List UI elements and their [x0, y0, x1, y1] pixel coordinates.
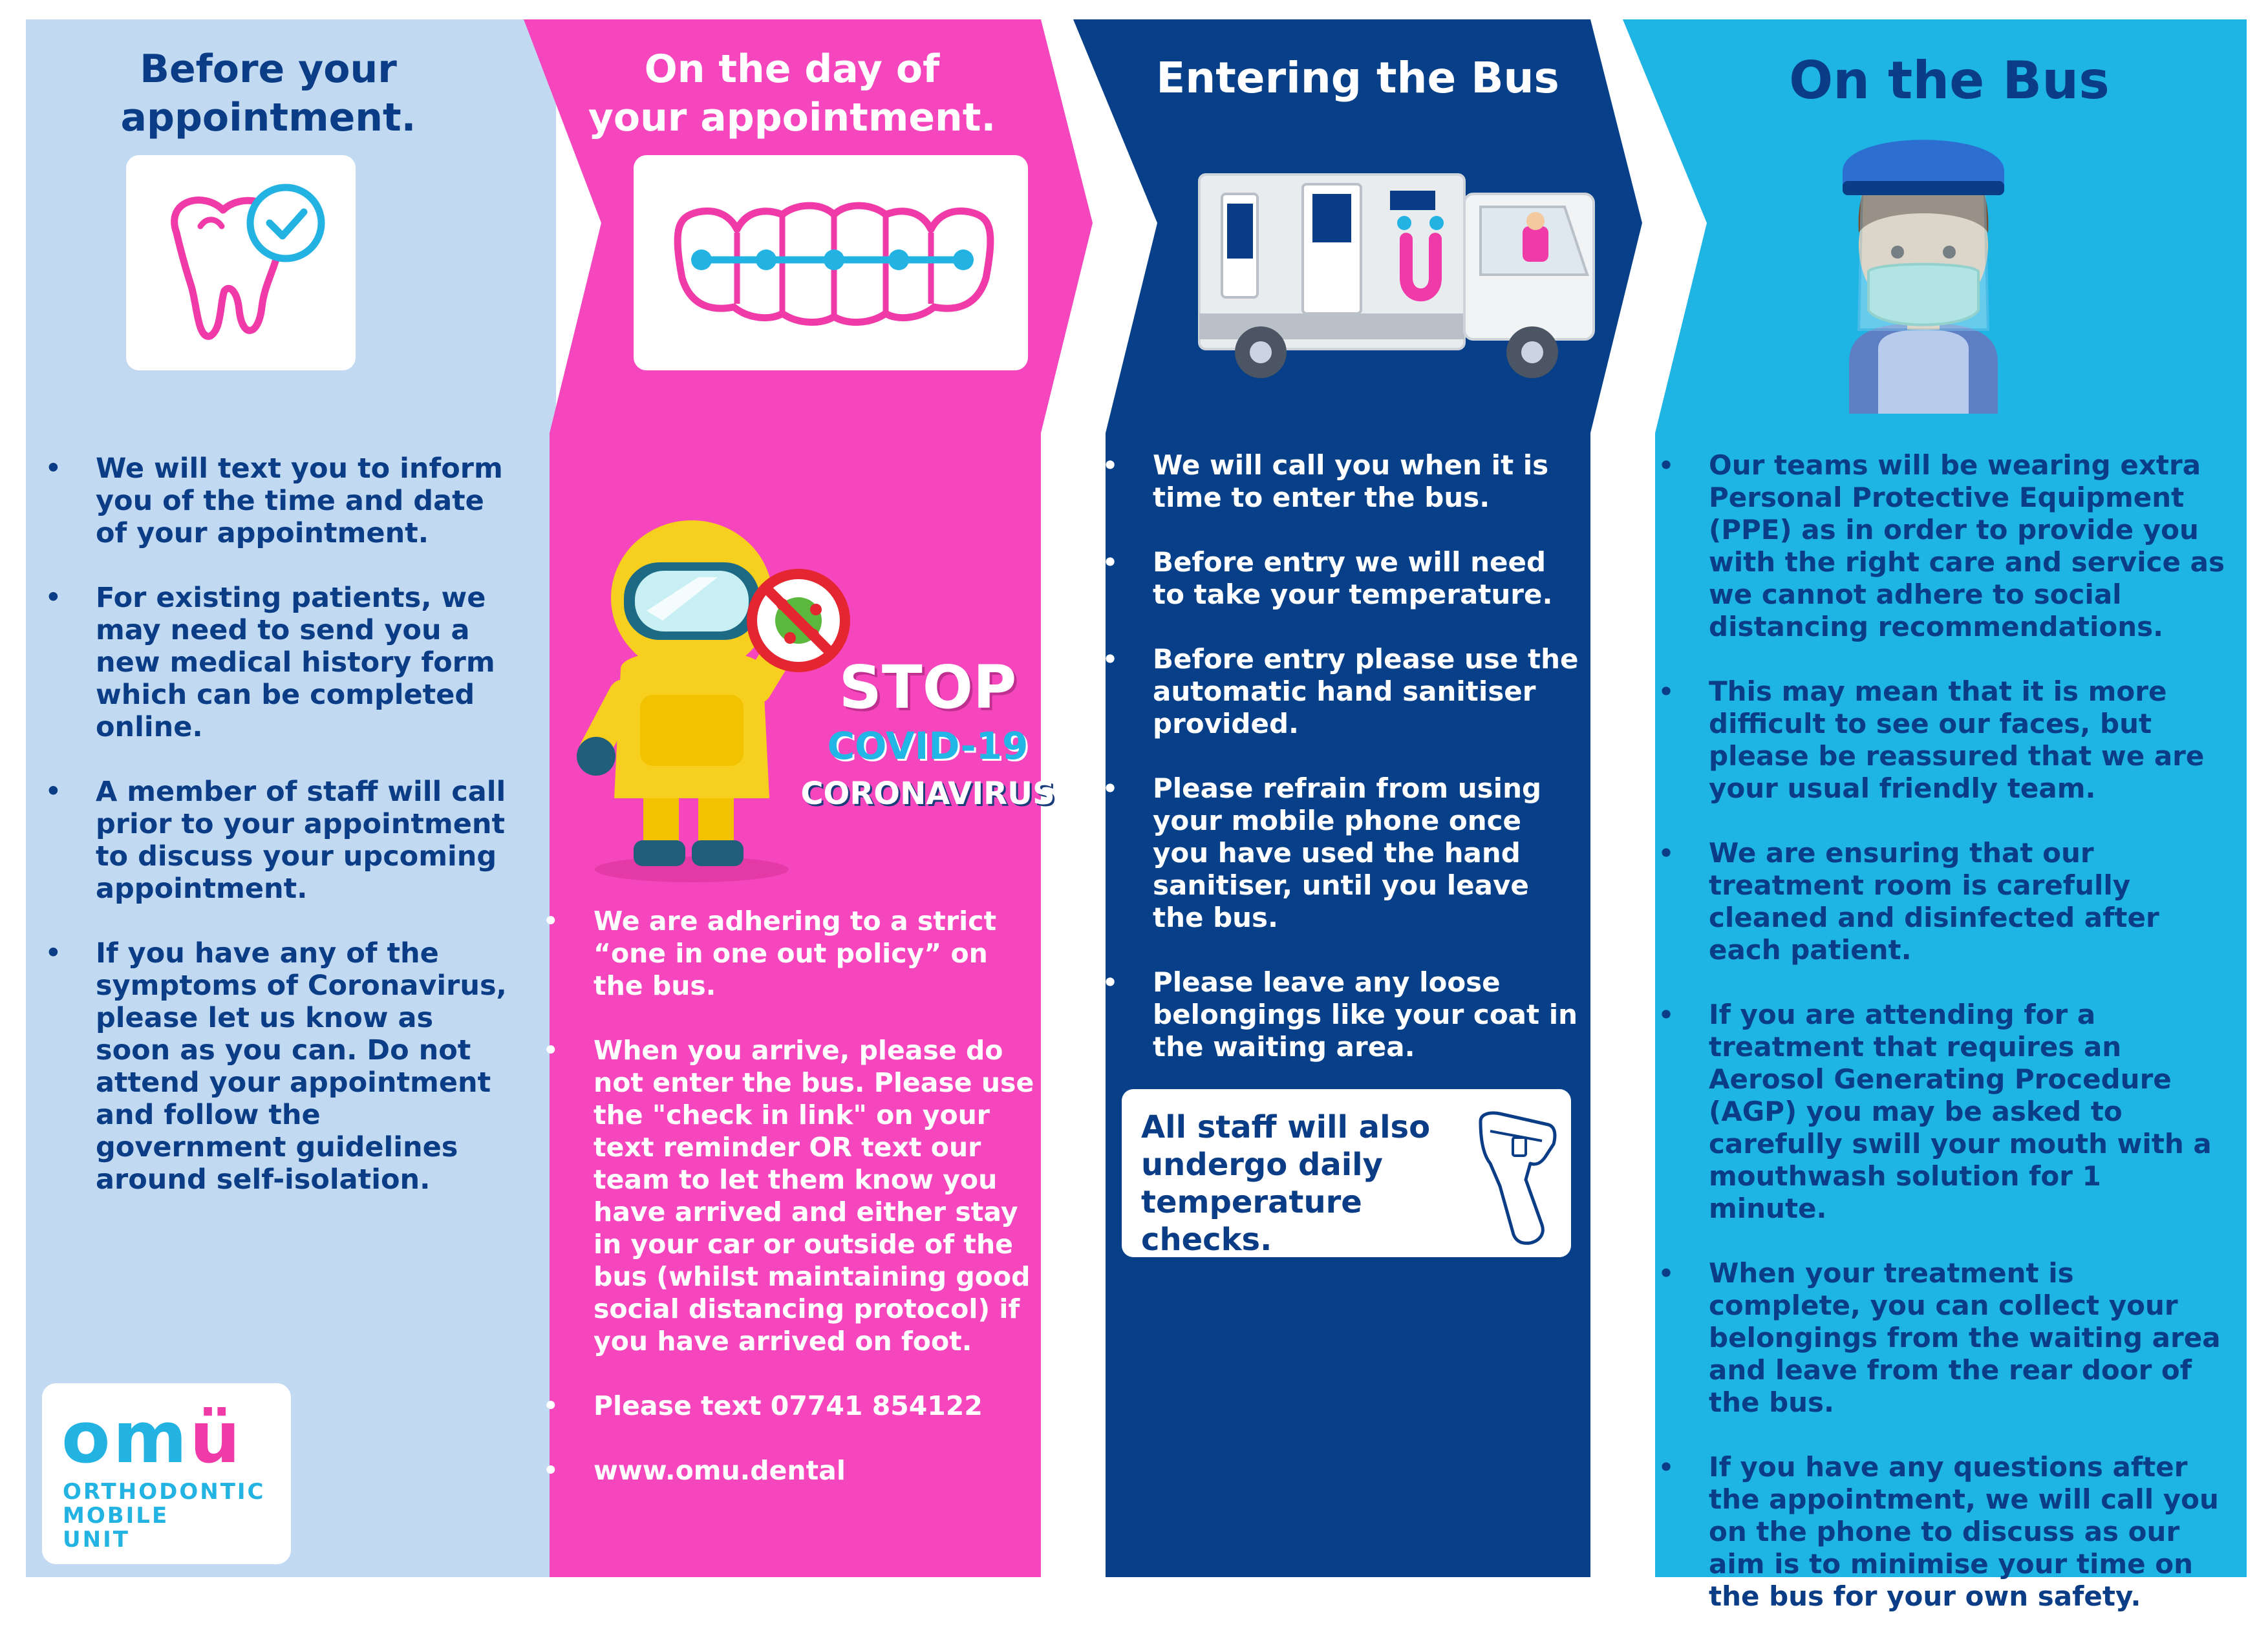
title-line: Before your [140, 47, 397, 92]
thermometer-icon [1471, 1109, 1561, 1251]
title-on-bus [1668, 48, 2231, 113]
list-item: • Before entry please use the automatic hand sanitiser provided. [1102, 643, 1581, 740]
list-item: • Please refrain from using your mobile phone once you have used the hand sanitiser, until you leave the bus. [1102, 772, 1581, 934]
bullets-on-bus [1658, 449, 2227, 1645]
staff-temperature-note [1122, 1089, 1571, 1257]
logo-line: UNIT [63, 1527, 130, 1553]
logo-om: om [61, 1396, 190, 1479]
mobile-dental-bus-icon [1196, 155, 1610, 388]
list-item: • We are adhering to a strict “one in one out policy” on the bus. [543, 905, 1041, 1002]
title-line: your appointment. [588, 95, 996, 140]
title-line: On the Bus [1789, 50, 2110, 111]
bullets-day-of-appointment [543, 905, 1041, 1519]
masked-staff-icon [1817, 116, 2030, 414]
tooth-card [126, 155, 356, 370]
list-item: • We will call you when it is time to enter the bus. [1102, 449, 1581, 514]
logo-line: MOBILE [63, 1503, 169, 1529]
leaflet [26, 19, 2247, 1612]
list-item: • If you have any questions after the appointment, we will call you on the phone to discuss as our aim is to minimise your time on the bus for your own safety. [1658, 1451, 2227, 1613]
list-item: • If you have any of the symptoms of Coronavirus, please let us know as soon as you can. Do not attend your appointment and follow the government guidelines around self-isolation. [45, 937, 511, 1196]
list-item: • We will text you to inform you of the time and date of your appointment. [45, 452, 511, 549]
staff-note-text: All staff will also undergo daily temperature checks. [1141, 1109, 1431, 1258]
title-day-of-appointment [543, 45, 1041, 142]
tooth-check-icon [126, 155, 356, 370]
list-item: • A member of staff will call prior to your appointment to discuss your upcoming appointment. [45, 776, 511, 905]
logo-subtitle [63, 1480, 265, 1552]
logo-line: ORTHODONTIC [63, 1479, 266, 1505]
list-item: • For existing patients, we may need to send you a new medical history form which can be completed online. [45, 582, 511, 743]
braces-card [634, 155, 1028, 370]
list-item: • Please text 07741 854122 [543, 1390, 1041, 1422]
title-before-appointment [26, 45, 511, 142]
braces-icon [634, 155, 1028, 370]
list-item: • If you are attending for a treatment that requires an Aerosol Generating Procedure (AGP) you may be asked to carefully swill your mouth with a mouthwash solution for 1 minute. [1658, 999, 2227, 1225]
covid-word: COVID-19 [827, 724, 1029, 768]
title-entering-bus [1112, 52, 1603, 105]
list-item: • Our teams will be wearing extra Personal Protective Equipment (PPE) as in order to provide you with the right care and service as we cannot adhere to social distancing recommendations. [1658, 449, 2227, 643]
list-item: • This may mean that it is more difficult to see our faces, but please be reassured that we are your usual friendly team. [1658, 675, 2227, 805]
title-line: appointment. [120, 95, 416, 140]
title-line: On the day of [644, 47, 940, 92]
omu-logo [42, 1383, 291, 1564]
stop-word: STOP [839, 653, 1017, 722]
list-item: • We are ensuring that our treatment room is carefully cleaned and disinfected after each patient. [1658, 837, 2227, 966]
list-item: • Please leave any loose belongings like your coat in the waiting area. [1102, 966, 1581, 1063]
bullets-entering-bus [1102, 449, 1581, 1096]
logo-u: ü [189, 1396, 243, 1479]
list-item: • When you arrive, please do not enter the bus. Please use the "check in link" on your text reminder OR text our team to let them know you have arrived and either stay in your car or outside of the bus (whilst maintaining good social distancing protocol) if you have arrived on foot. [543, 1034, 1041, 1357]
logo-wordmark [61, 1396, 243, 1479]
list-item: • When your treatment is complete, you can collect your belongings from the waiting area and leave from the rear door of the bus. [1658, 1257, 2227, 1419]
title-line: Entering the Bus [1156, 53, 1559, 103]
coronavirus-word: CORONAVIRUS [800, 776, 1055, 812]
list-item: • www.omu.dental [543, 1454, 1041, 1487]
bullets-before-appointment [45, 452, 511, 1228]
list-item: • Before entry we will need to take your temperature. [1102, 546, 1581, 611]
